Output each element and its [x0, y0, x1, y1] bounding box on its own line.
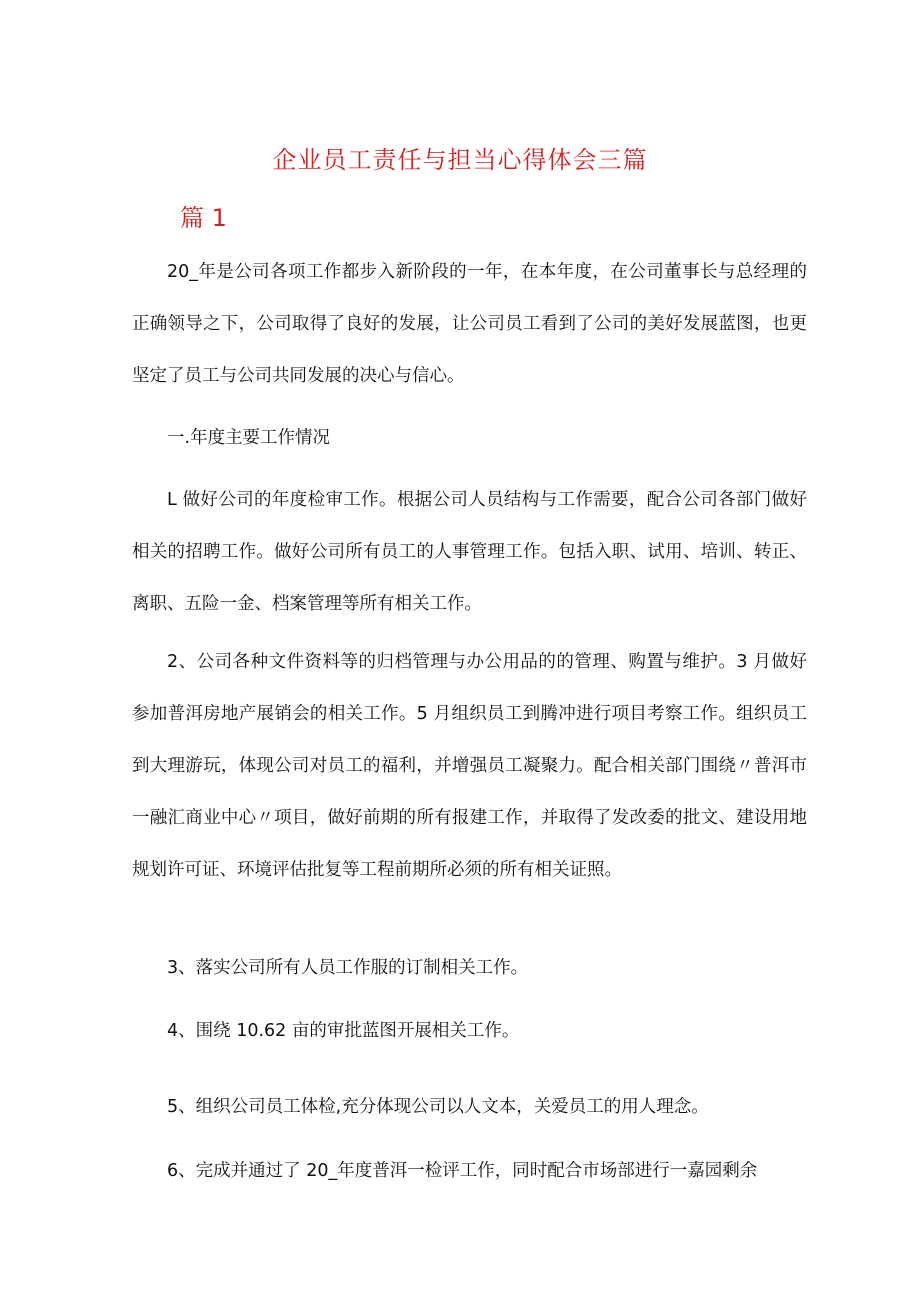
paragraph-section-heading: 一.年度主要工作情况 [167, 428, 331, 448]
paragraph-item-3: 3、落实公司所有人员工作服的订制相关工作。 [167, 958, 529, 978]
document-title: 企业员工责任与担当心得体会三篇 [272, 146, 648, 174]
paragraph-item-5: 5、组织公司员工体检,充分体现公司以人文本，关爱员工的用人理念。 [167, 1097, 709, 1117]
paragraph-item-1: L 做好公司的年度检审工作。根据公司人员结构与工作需要，配合公司各部门做好相关的招聘工作。做好公司所有员工的人事管理工作。包括入职、试用、培训、转正、离职、五险一金、档案管理等所有相关工作。 [132, 490, 807, 614]
paragraph-item-4: 4、围绕 10.62 亩的审批蓝图开展相关工作。 [167, 1021, 520, 1041]
paragraph-intro: 20_年是公司各项工作都步入新阶段的一年，在本年度，在公司董事长与总经理的正确领导之下，公司取得了良好的发展，让公司员工看到了公司的美好发展蓝图，也更坚定了员工与公司共同发展的决心与信心。 [132, 262, 807, 386]
paragraph-item-6: 6、完成并通过了 20_年度普洱一检评工作，同时配合市场部进行一嘉园剩余 [167, 1161, 758, 1181]
section-heading: 篇 1 [180, 204, 227, 232]
paragraph-item-2: 2、公司各种文件资料等的归档管理与办公用品的的管理、购置与维护。3 月做好参加普洱房地产展销会的相关工作。5 月组织员工到腾冲进行项目考察工作。组织员工到大理游玩，体现公司对员工的福利，并增强员工凝聚力。配合相关部门围绕〃普洱市一融汇商业中心〃项目，做好前期的所有报建工作，并取得了发改委的批文、建设用地规划许可证、环境评估批复等工程前期所必须的所有相关证照。 [132, 652, 807, 880]
